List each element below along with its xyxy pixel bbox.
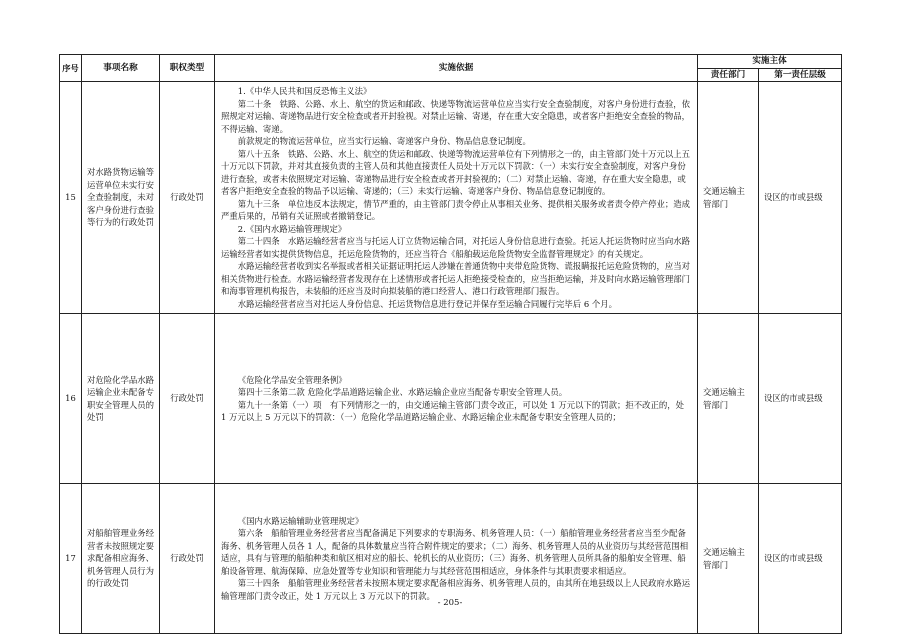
basis-paragraph: 第四十三条第二款 危险化学品道路运输企业、水路运输企业应当配备专职安全管理人员。 (237, 387, 568, 397)
basis-paragraph: 1.《中华人民共和国反恐怖主义法》 (237, 86, 372, 96)
header-seq: 序号 (60, 55, 82, 82)
basis-paragraph: 水路运输经营者应当对托运人身份信息、托运货物信息进行登记并保存至运输合同履行完毕后 6 个月。 (237, 298, 617, 309)
header-basis: 实施依据 (215, 55, 698, 82)
row-dept: 交通运输主管部门 (698, 484, 759, 634)
basis-paragraph: 《国内水路运输辅助业管理规定》 (237, 515, 364, 526)
row-level: 设区的市或县级 (759, 82, 842, 314)
row-item-name: 对危险化学品水路运输企业未配备专职安全管理人员的处罚 (82, 314, 160, 484)
header-dept: 责任部门 (698, 68, 759, 82)
row-dept: 交通运输主管部门 (698, 314, 759, 484)
basis-paragraph: 《危险化学品安全管理条例》 (237, 374, 347, 385)
table-row (60, 82, 842, 314)
basis-paragraph: 第八十五条 铁路、公路、水上、航空的货运和邮政、快递等物流运营单位有下列情形之一的，由主管部门处十万元以上五十万元以下罚款，并对其直接负责的主管人员和其他直接责任人员处十万元以下罚款：（一）未实行安全查验制度，对客户身份进行查验，或者未依照规定对运输、寄递物品进行安全检查或者开封验视的；（二）对禁止运输、寄递，存在重大安全隐患，或者客户拒绝安全查验的物品予以运输、寄递的；（三）未实行运输、寄递客户身份、物品信息登记制度的。 (221, 148, 691, 196)
row-item-name: 对船舶管理业务经营者未按照规定要求配备相应海务、机务管理人员行为的行政处罚 (82, 484, 160, 634)
row-level: 设区的市或县级 (759, 484, 842, 634)
basis-paragraph: 第九十一条第（一）项 有下列情形之一的，由交通运输主管部门责令改正，可以处 1 万元以下的罚款；拒不改正的，处 1 万元以上 5 万元以下的罚款：（一）危险化学品道路运输企业、水路运输企业未配备专职安全管理人员的； (221, 399, 684, 422)
basis-paragraph: 第二十四条 水路运输经营者应当与托运人订立货物运输合同，对托运人身份信息进行查验。托运人托运货物时应当向水路运输经营者如实提供货物信息，托运危险货物的，还应当符合《船舶载运危险货物安全监督管理规定》的有关规定。 (221, 236, 691, 259)
row-seq: 15 (60, 82, 82, 314)
row-power-type: 行政处罚 (160, 314, 215, 484)
row-seq: 16 (60, 314, 82, 484)
row-power-type: 行政处罚 (160, 82, 215, 314)
row-basis (215, 484, 698, 634)
header-power-type: 职权类型 (160, 55, 215, 82)
table-row (60, 484, 842, 634)
row-item-name: 对水路货物运输等运营单位未实行安全查验制度，未对客户身份进行查验等行为的行政处罚 (82, 82, 160, 314)
row-power-type: 行政处罚 (160, 484, 215, 634)
row-basis (215, 314, 698, 484)
basis-paragraph: 第九十三条 单位违反本法规定，情节严重的，由主管部门责令停止从事相关业务、提供相关服务或者责令停产停业；造成严重后果的，吊销有关证照或者撤销登记。 (221, 198, 691, 221)
basis-paragraph: 第二十条 铁路、公路、水上、航空的货运和邮政、快递等物流运营单位应当实行安全查验制度，对客户身份进行查验，依照规定对运输、寄递物品进行安全检查或者开封验视。对禁止运输、寄递，存在重大安全隐患，或者客户拒绝安全查验的物品，不得运输、寄递。 (221, 98, 691, 134)
row-dept: 交通运输主管部门 (698, 82, 759, 314)
row-basis (215, 82, 698, 314)
basis-paragraph: 第六条 船舶管理业务经营者应当配备满足下列要求的专职海务、机务管理人员：（一）船舶管理业务经营者应当至少配备海务、机务管理人员各 1 人，配备的具体数量应当符合附件规定的要求；（二）海务、机务管理人员的从业资历与其经营范围相适应，具有与管理的船舶种类和航区相对应的船长、轮机长的从业资历；（三）海务、机务管理人员所具备的船舶安全管理、船舶设备管理、航海保障、应急处置等专业知识和管理能力与其经营范围相适应，身体条件与其职责要求相适应。 (221, 528, 689, 576)
row-level: 设区的市或县级 (759, 314, 842, 484)
header-level: 第一责任层级 (759, 68, 842, 82)
basis-paragraph: 前款规定的物流运营单位，应当实行运输、寄递客户身份、物品信息登记制度。 (237, 136, 531, 146)
page-number: - 205- (437, 598, 463, 608)
enforcement-table (59, 54, 842, 634)
basis-paragraph: 2.《国内水路运输管理规定》 (237, 223, 347, 234)
basis-paragraph: 第三十四条 船舶管理业务经营者未按照本规定要求配备相应海务、机务管理人员的，由其所在地县级以上人民政府水路运输管理部门责令改正，处 1 万元以上 3 万元以下的罚款。 (221, 578, 691, 601)
basis-paragraph: 水路运输经营者收到实名举报或者相关证据证明托运人涉嫌在普通货物中夹带危险货物、谎报瞒报托运危险货物的，应当对相关货物进行检查。水路运输经营者发现存在上述情形或者托运人拒绝接受检查的，应当拒绝运输，并及时向水路运输管理部门和海事管理机构报告，未装船的还应当及时向拟装船的港口经营人、港口行政管理部门报告。 (221, 261, 691, 296)
header-subject: 实施主体 (698, 55, 842, 69)
table-row (60, 314, 842, 484)
header-item-name: 事项名称 (82, 55, 160, 82)
row-seq: 17 (60, 484, 82, 634)
